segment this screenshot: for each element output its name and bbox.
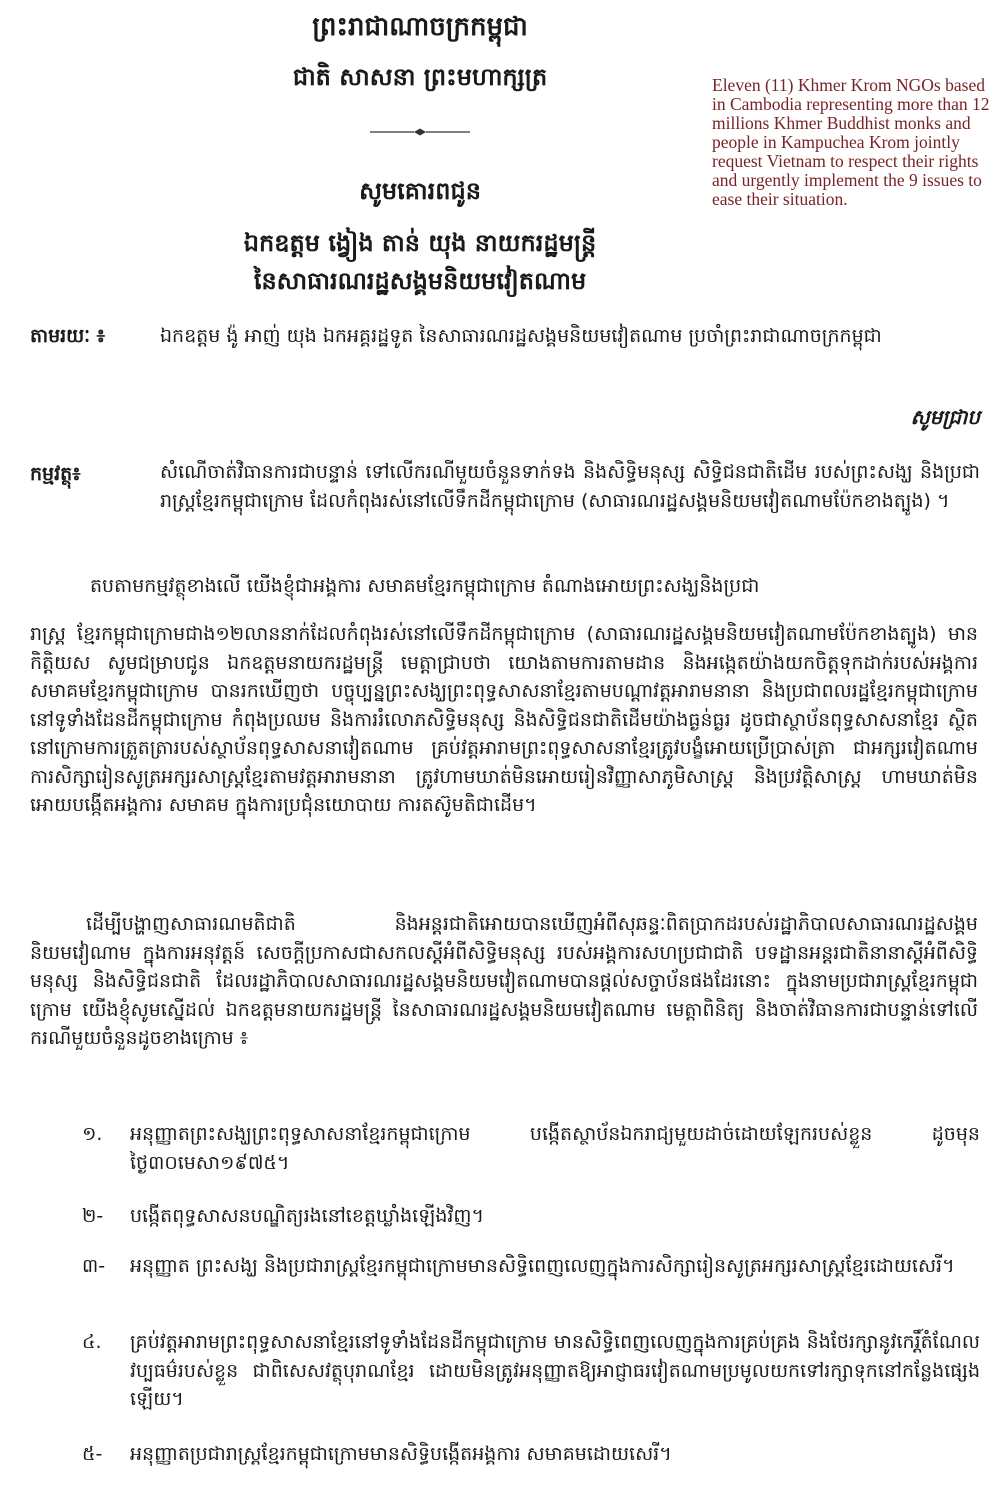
subject-text: សំណើចាត់វិធានការជាបន្ទាន់ ទៅលើករណីមួយចំនួនទាក់ទង និងសិទ្ធិមនុស្ស សិទ្ធិជនជាតិដើម របស់ព្រះសង្ឃ និងប្រជារាស្ត្រខ្មែរកម្ពុជាក្រោម ដែលកំពុងរស់នៅលើទឹកដីកម្ពុជាក្រោម (សាធារណរដ្ឋសង្គមនិយមវៀតណាមប៉ែកខាងត្បូង) ។: [160, 461, 980, 512]
via-text: ឯកឧត្តម ង៉ូ អាញ់ យុង ឯកអគ្គរដ្ឋទូត នៃសាធារណរដ្ឋសង្គមនិយមវៀតណាម ប្រចាំព្រះរាជាណាចក្រកម្ពុជា: [160, 325, 882, 347]
intro-paragraph: រាស្ត្រ ខ្មែរកម្ពុជាក្រោមជាង១២លាននាក់ដែលកំពុងរស់នៅលើទឹកដីកម្ពុជាក្រោម (សាធារណរដ្ឋសង្គមនិយមវៀតណាមប៉ែកខាងត្បូង) មានកិត្តិយស សូមជម្រាបជូន ឯកឧត្តមនាយករដ្ឋមន្ត្រី មេត្តាជ្រាបថា យោងតាមការតាមដាន និងអង្កេតយ៉ាងយកចិត្តទុកដាក់របស់អង្គការ សមាគមខ្មែរកម្ពុជាក្រោម បានរកឃើញថា បច្ចុប្បន្នព្រះសង្ឃព្រះពុទ្ធសាសនាខ្មែរតាមបណ្តាវត្តអារាមនានា និងប្រជាពលរដ្ឋខ្មែរកម្ពុជាក្រោមនៅទូទាំងដែនដីកម្ពុជាក្រោម កំពុងប្រឈម និងការរំលោភសិទ្ធិមនុស្ស និងសិទ្ធិជនជាតិដើមយ៉ាងធ្ងន់ធ្ងរ ដូចជាស្ថាប័នពុទ្ធសាសនាខ្មែរ ស្ថិតនៅក្រោមការត្រួតត្រារបស់ស្ថាប័នពុទ្ធសាសនាវៀតណាម គ្រប់វត្តអារាមព្រះពុទ្ធសាសនាខ្មែរត្រូវបង្ខំអោយប្រើប្រាស់ត្រា ជាអក្សរវៀតណាម ការសិក្សារៀនសូត្រអក្សរសាស្ត្រខ្មែរតាមវត្តអារាមនានា ត្រូវហាមឃាត់មិនអោយរៀនវិញ្ញាសាភូមិសាស្ត្រ និងប្រវត្តិសាស្ត្រ ហាមឃាត់មិនអោយបង្កើតអង្គការ សមាគម ក្នុងការប្រជុំនយោបាយ ការតស៊ូមតិជាដើម។: [30, 623, 978, 816]
addressee-line-1: ឯកឧត្តម ង្វៀង តាន់ យុង នាយករដ្ឋមន្ត្រី: [243, 229, 597, 257]
motto-line-1: ព្រះរាជាណាចក្រកម្ពុជា: [312, 12, 528, 42]
list-item-text: បង្កើតពុទ្ធសាសនបណ្ឌិត្យរងនៅខេត្តឃ្លាំងឡើងវិញ។: [130, 1205, 485, 1227]
addressee-line-2: នៃសាធារណរដ្ឋសង្គមនិយមវៀតណាម: [253, 267, 587, 295]
list-item-text: គ្រប់វត្តអារាមព្រះពុទ្ធសាសនាខ្មែរនៅទូទាំងដែនដីកម្ពុជាក្រោម មានសិទ្ធិពេញលេញក្នុងការគ្រប់គ្រង និងថែរក្សានូវកេរ្តិ៍តំណែលវប្បធម៌របស់ខ្លួន ជាពិសេសវត្ថុបុរាណខ្មែរ ដោយមិនត្រូវអនុញ្ញាតឱ្យអាជ្ញាធរវៀតណាមប្រមូលយកទៅរក្សាទុកនៅកន្លែងផ្សេងឡើយ។: [130, 1331, 980, 1410]
list-item-text: អនុញ្ញាតប្រជារាស្ត្រខ្មែរកម្ពុជាក្រោមមានសិទ្ធិបង្កើតអង្គការ សមាគមដោយសេរី។: [130, 1443, 672, 1465]
request-paragraph: ដើម្បីបង្ហាញសាធារណមតិជាតិ និងអន្តរជាតិអោយបានឃើញអំពីសុឆន្ទៈពិតប្រាកដរបស់រដ្ឋាភិបាលសាធារណរដ្ឋសង្គមនិយមវៀណាម ក្នុងការអនុវត្តន៍ សេចក្តីប្រកាសជាសកលស្តីអំពីសិទ្ធិមនុស្ស របស់អង្គការសហប្រជាជាតិ បទដ្ឋានអន្តរជាតិនានាស្តីអំពីសិទ្ធិមនុស្ស និងសិទ្ធិជនជាតិ ដែលរដ្ឋាភិបាលសាធារណរដ្ឋសង្គមនិយមវៀតណាមបានផ្តល់សច្ចាប័នផងដែរនោះ ក្នុងនាមប្រជារាស្ត្រខ្មែរកម្ពុជាក្រោម យើងខ្ញុំសូមស្នើដល់ ឯកឧត្តមនាយករដ្ឋមន្ត្រី នៃសាធារណរដ្ឋសង្គមនិយមវៀតណាម មេត្តាពិនិត្យ និងចាត់វិធានការជាបន្ទាន់ទៅលើករណីមួយចំនួនដូចខាងក្រោម ៖: [30, 913, 978, 1049]
list-item-number: ៣-: [82, 1255, 106, 1277]
motto-line-2: ជាតិ សាសនា ព្រះមហាក្សត្រ: [292, 63, 548, 91]
intro-paragraph-first-line: តបតាមកម្មវត្ថុខាងលើ យើងខ្ញុំជាអង្គការ សមាគមខ្មែរកម្ពុជាក្រោម តំណាងអោយព្រះសង្ឃនិងប្រជា: [90, 575, 760, 597]
list-item-number: ១.: [82, 1123, 103, 1145]
english-summary-note: Eleven (11) Khmer Krom NGOs based in Cambodia representing more than 12 millions Khmer Buddhist monks and people in Kampuchea Krom jointly request Vietnam to respect their rights and urgently implement the 9 issues to ease their situation.: [712, 75, 990, 209]
list-item-text: អនុញ្ញាត ព្រះសង្ឃ និងប្រជារាស្ត្រខ្មែរកម្ពុជាក្រោមមានសិទ្ធិពេញលេញក្នុងការសិក្សារៀនសូត្រអក្សរសាស្ត្រខ្មែរដោយសេរី។: [130, 1255, 955, 1277]
please-know: សូមជ្រាប: [910, 405, 980, 429]
salutation: សូមគោរពជូន: [359, 177, 481, 205]
via-label: តាមរយៈ ៖: [30, 325, 106, 347]
list-item-number: ៤.: [82, 1331, 102, 1353]
list-item-number: ៥-: [82, 1443, 103, 1465]
divider-ornament: [370, 128, 470, 136]
list-item-text: អនុញ្ញាតព្រះសង្ឃព្រះពុទ្ធសាសនាខ្មែរកម្ពុជាក្រោម បង្កើតស្ថាប័នឯករាជ្យមួយដាច់ដោយឡែករបស់ខ្លួន ដូចមុនថ្ងៃ៣០មេសា១៩៧៥។: [130, 1123, 980, 1174]
list-item-number: ២-: [82, 1205, 104, 1227]
subject-label: កម្មវត្ថុ៖: [30, 463, 81, 485]
